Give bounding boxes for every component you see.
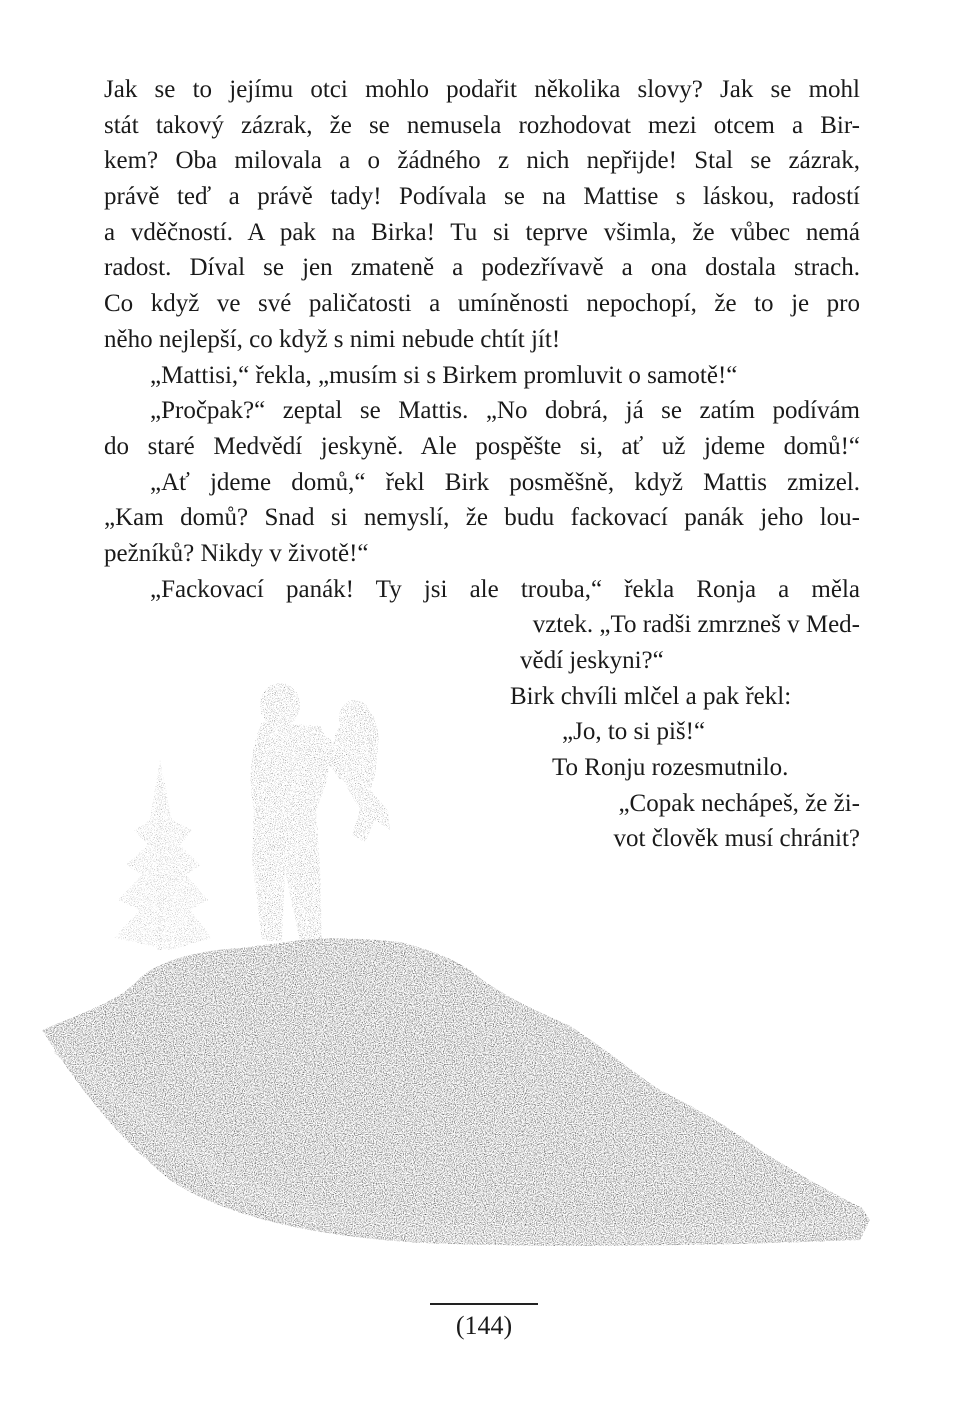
text-line: „Kam domů? Snad si nemyslí, že budu fackovací panák jeho lou- xyxy=(104,504,860,532)
fir-tree xyxy=(114,760,212,950)
text-line: vztek. „To radši zmrzneš v Med- xyxy=(532,611,860,639)
text-line: Birk chvíli mlčel a pak řekl: xyxy=(510,682,792,710)
text-line: „Ať jdeme domů,“ řekl Birk posměšně, když Mattis zmizel. xyxy=(150,468,860,496)
text-line: vot člověk musí chránit? xyxy=(613,825,860,853)
text-line: To Ronju rozesmutnilo. xyxy=(552,754,789,782)
text-line: „Mattisi,“ řekla, „musím si s Birkem promluvit o samotě!“ xyxy=(150,361,738,389)
text-line: a vděčností. A pak na Birka! Tu si teprve všimla, že vůbec nemá xyxy=(104,218,860,246)
text-line: do staré Medvědí jeskyně. Ale pospěšte si, ať už jdeme domů!“ xyxy=(104,432,860,460)
text-line: pežníků? Nikdy v životě!“ xyxy=(104,539,369,567)
text-line: „Jo, to si piš!“ xyxy=(562,718,706,746)
illustration-figures-on-rock xyxy=(30,660,880,1290)
rock-hill xyxy=(42,938,870,1245)
page-number: (144) xyxy=(455,1311,513,1340)
figures-mattis-ronja xyxy=(251,683,390,942)
footer-rule xyxy=(430,1303,538,1305)
text-line: „Copak nechápeš, že ži- xyxy=(618,789,860,817)
text-line: vědí jeskyni?“ xyxy=(520,647,664,674)
text-line: radost. Díval se jen zmateně a podezřívavě a ona dostala strach. xyxy=(104,254,860,282)
text-line: Co když ve své paličatosti a umíněnosti nepochopí, že to je pro xyxy=(104,290,860,318)
text-line: něho nejlepší, co když s nimi nebude chtít jít! xyxy=(104,325,561,353)
text-line: kem? Oba milovala a o žádného z nich nepřijde! Stal se zázrak, xyxy=(104,147,860,175)
text-line: „Fackovací panák! Ty jsi ale trouba,“ řekla Ronja a měla xyxy=(150,575,860,603)
text-line: „Pročpak?“ zeptal se Mattis. „No dobrá, já se zatím podívám xyxy=(150,397,860,425)
text-line: právě teď a právě tady! Podívala se na Mattise s láskou, radostí xyxy=(104,183,860,211)
text-line: stát takový zázrak, že se nemusela rozhodovat mezi otcem a Bir- xyxy=(104,111,860,139)
text-line: Jak se to jejímu otci mohlo podařit několika slovy? Jak se mohl xyxy=(104,76,860,103)
